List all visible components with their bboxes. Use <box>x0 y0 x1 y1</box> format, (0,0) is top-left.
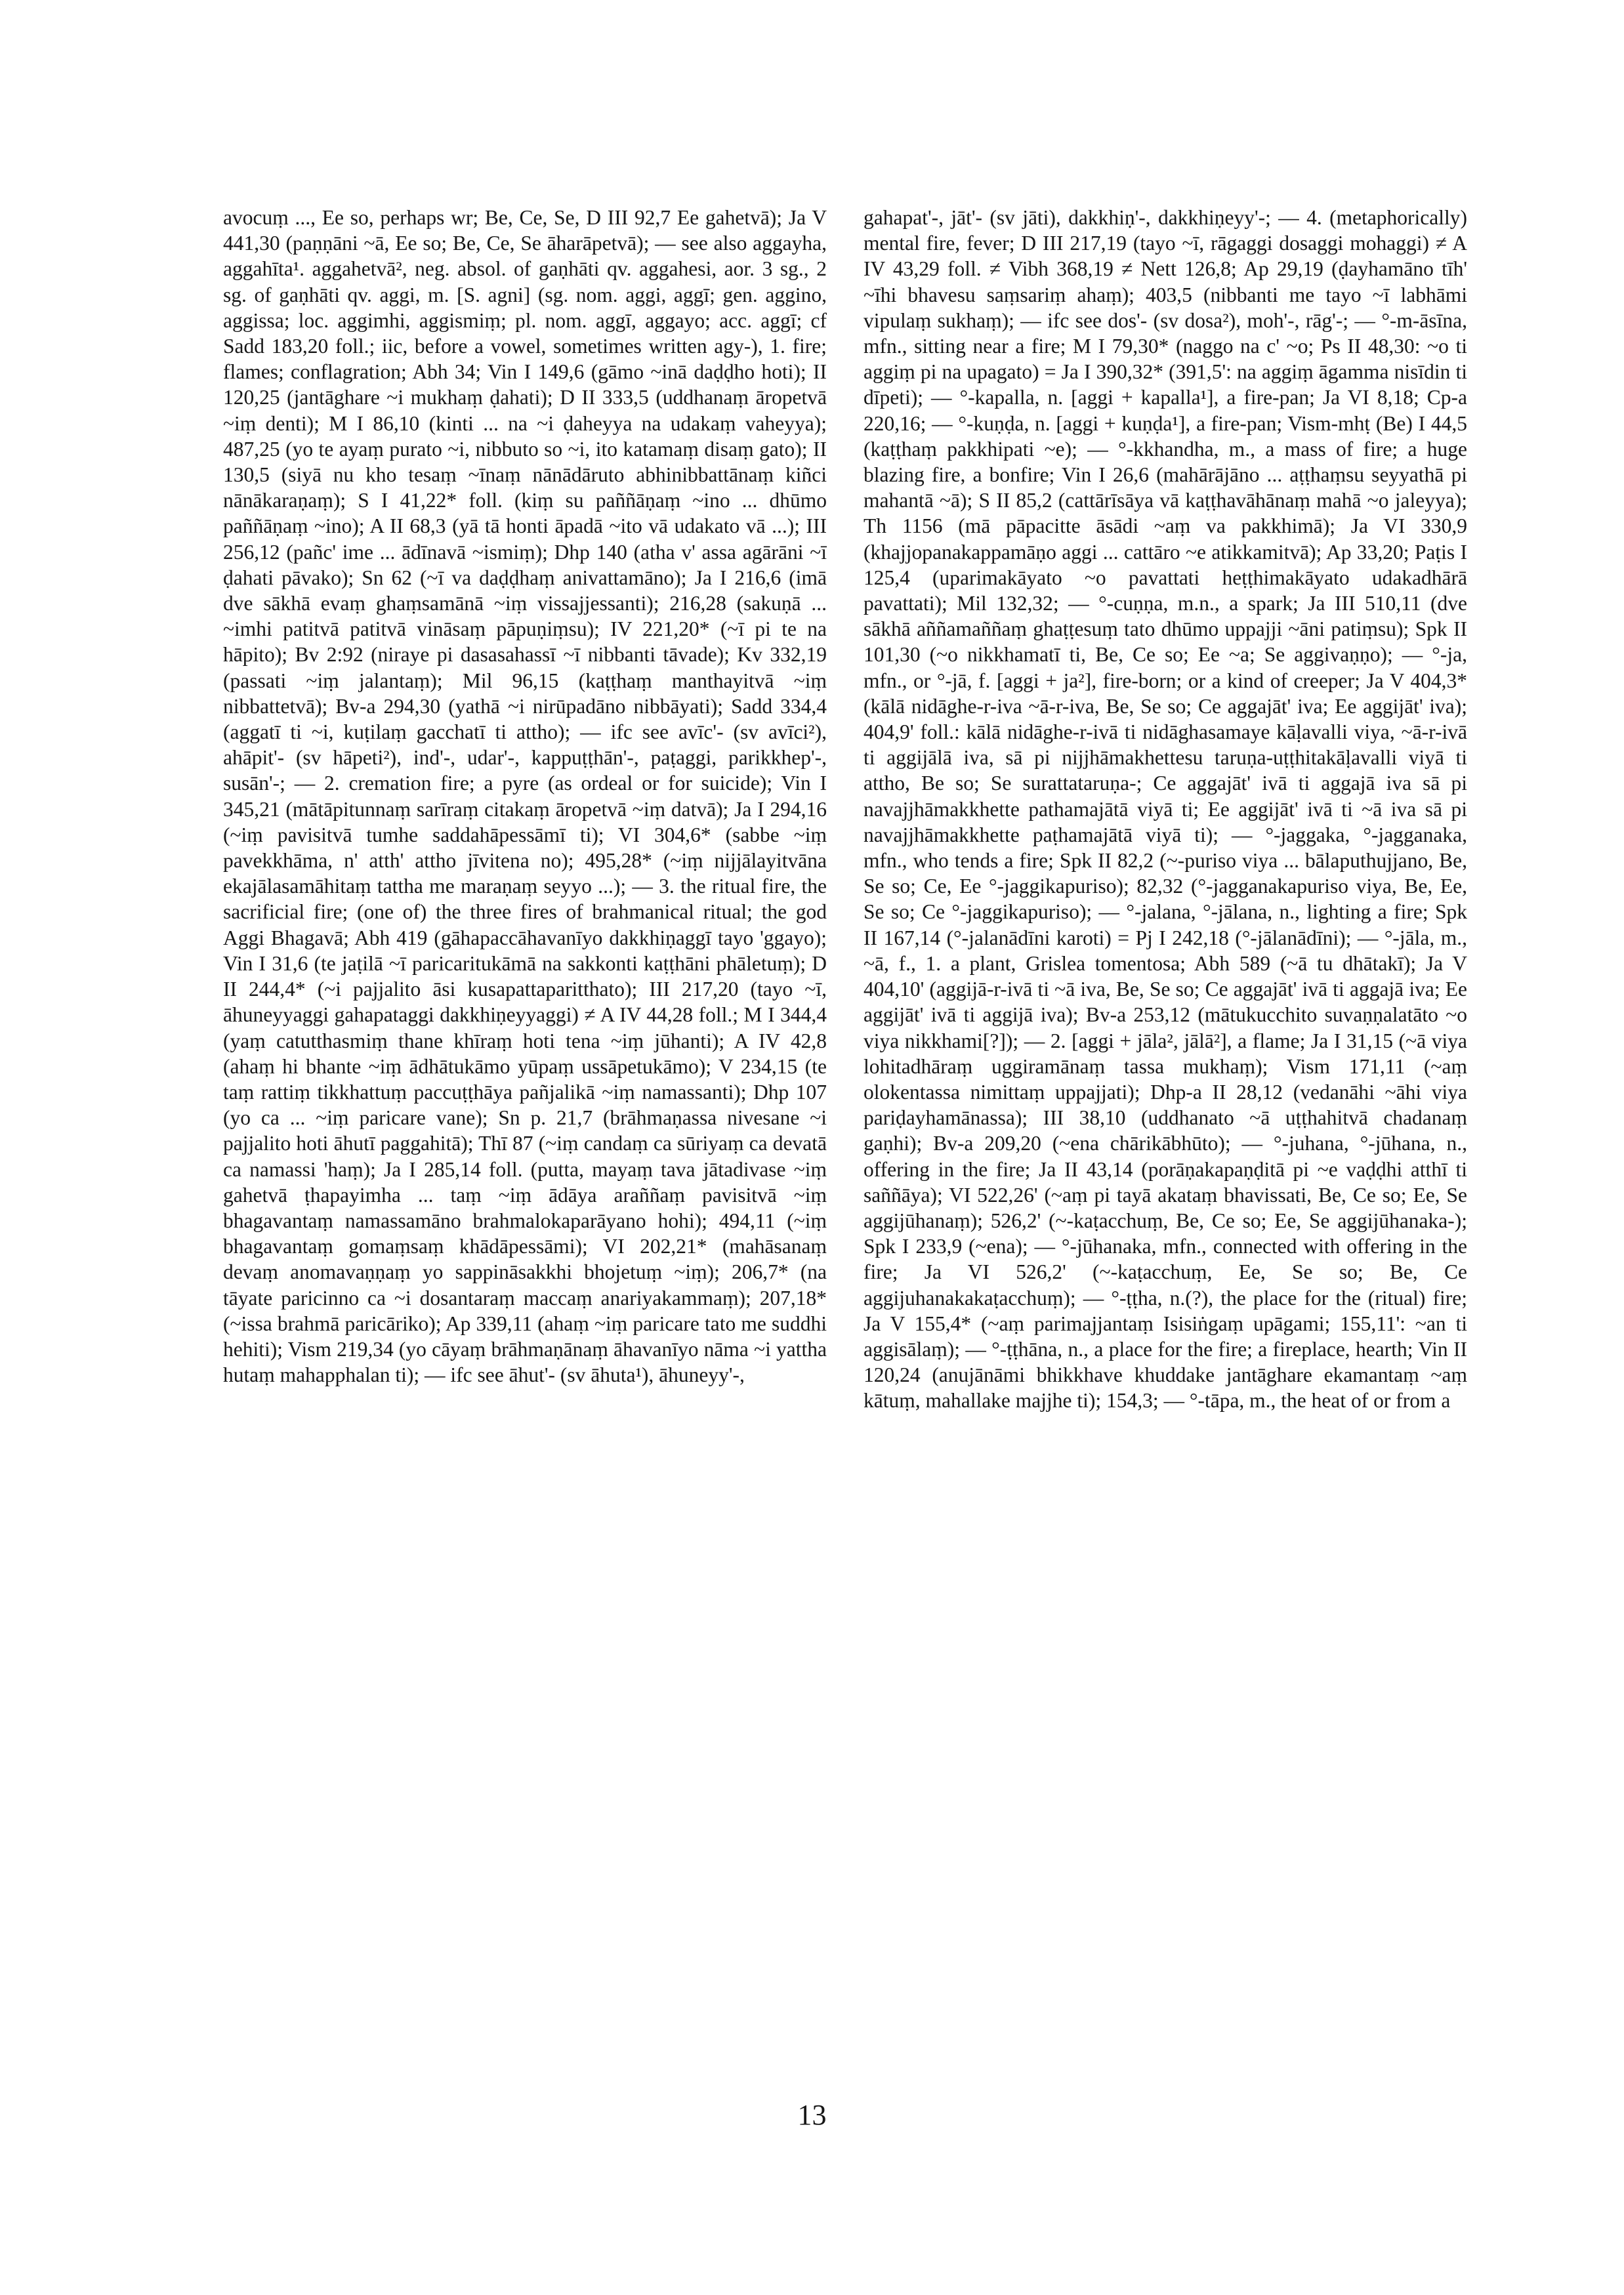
page-number: 13 <box>797 2099 827 2131</box>
right-column-text: gahapat'-, jāt'- (sv jāti), dakkhiṇ'-, dakkhiṇeyy'-; — 4. (metaphorically) mental fire, fever; D III 217,19 (tayo ~ī, rāgaggi dosaggi mohaggi) ≠ A IV 43,29 foll. ≠ Vibh 368,19 ≠ Nett 126,8; Ap 29,19 (ḍayhamāno tīh' ~īhi bhavesu saṃsariṃ ahaṃ); 403,5 (nibbanti me tayo ~ī labhāmi vipulaṃ sukhaṃ); — ifc see dos'- (sv dosa²), moh'-, rāg'-; — °-m-āsīna, mfn., sitting near a fire; M I 79,30* (naggo na c' ~o; Ps II 48,30: ~o ti aggiṃ pi na upagato) = Ja I 390,32* (391,5': na aggiṃ āgamma nisīdin ti dīpeti); — °-kapalla, n. [aggi + kapalla¹], a fire-pan; Ja VI 8,18; Cp-a 220,16; — °-kuṇḍa, n. [aggi + kuṇḍa¹], a fire-pan; Vism-mhṭ (Be) I 44,5 (kaṭṭhaṃ pakkhipati ~e); — °-kkhandha, m., a mass of fire; a huge blazing fire, a bonfire; Vin I 26,6 (mahārājāno ... aṭṭhaṃsu seyyathā pi mahantā ~ā); S II 85,2 (cattārīsāya vā kaṭṭhavāhānaṃ mahā ~o jaleyya); Th 1156 (mā pāpacitte āsādi ~aṃ va pakkhimā); Ja VI 330,9 (khajjopanakappamāṇo aggi ... cattāro ~e atikkamitvā); Ap 33,20; Paṭis I 125,4 (uparimakāyato ~o pavattati heṭṭhimakāyato udakadhārā pavattati); Mil 132,32; — °-cuṇṇa, m.n., a spark; Ja III 510,11 (dve sākhā aññamaññaṃ ghaṭṭesuṃ tato dhūmo uppajji ~āni patiṃsu); Spk II 101,30 (~o nikkhamatī ti, Be, Ce so; Ee ~a; Se aggivaṇṇo); — °-ja, mfn., or °-jā, f. [aggi + ja²], fire-born; or a kind of creeper; Ja V 404,3* (kālā nidāghe-r-iva ~ā-r-iva, Be, Se so; Ce aggajāt' iva; Ee aggijāt' iva); 404,9' foll.: kālā nidāghe-r-ivā ti nidāghasamaye kāḷavalli viya, ~ā-r-ivā ti aggijālā iva, sā pi nijjhāmakhettesu taruṇa-uṭṭhitakāḷavalli viyā ti attho, Be so; Se surattataruṇa-; Ce aggajāt' ivā ti aggajā iva sā pi navajjhāmakkhette pathamajātā viyā ti; Ee aggijāt' ivā ti ~ā iva sā pi navajjhāmakkhette paṭhamajātā viyā ti); — °-jaggaka, °-jagganaka, mfn., who tends a fire; Spk II 82,2 (~-puriso viya ... bālaputhujjano, Be, Se so; Ce, Ee °-jaggikapuriso); 82,32 (°-jagganakapuriso viya, Be, Ee, Se so; Ce °-jaggikapuriso); — °-jalana, °-jālana, n., lighting a fire; Spk II 167,14 (°-jalanādīni karoti) = Pj I 242,18 (°-jālanādīni); — °-jāla, m., ~ā, f., 1. a plant, Grislea tomentosa; Abh 589 (~ā tu dhātakī); Ja V 404,10' (aggijā-r-ivā ti ~ā iva, Be, Se so; Ce aggajāt' ivā ti aggajā iva; Ee aggijāt' ivā ti aggijā iva); Bv-a 253,12 (mātukucchito suvaṇṇalatāto ~o viya nikkhami[?]); — 2. [aggi + jāla², jālā²], a flame; Ja I 31,15 (~ā viya lohitadhāraṃ uggiramānaṃ tassa mukhaṃ); Vism 171,11 (~aṃ olokentassa nimittaṃ uppajjati); Dhp-a II 28,12 (vedanāhi ~āhi viya pariḍayhamānassa); III 38,10 (uddhanato ~ā uṭṭhahitvā chadanaṃ gaṇhi); Bv-a 209,20 (~ena chārikābhūto); — °-juhana, °-jūhana, n., offering in the fire; Ja II 43,14 (porāṇakapaṇḍitā pi ~e vaḍḍhi atthī ti saññāya); VI 522,26' (~aṃ pi tayā akataṃ bhavissati, Be, Ce so; Ee, Se aggijūhanaṃ); 526,2' (~-kaṭacchuṃ, Be, Ce so; Ee, Se aggijūhanaka-); Spk I 233,9 (~ena); — °-jūhanaka, mfn., connected with offering in the fire; Ja VI 526,2' (~-kaṭacchuṃ, Ee, Se so; Be, Ce aggijuhanakakaṭacchuṃ); — °-ṭṭha, n.(?), the place for the (ritual) fire; Ja V 155,4* (~aṃ parimajjantaṃ Isisiṅgaṃ upāgami; 155,11': ~an ti aggisālaṃ); — °-ṭṭhāna, n., a place for the fire; a fireplace, hearth; Vin II 120,24 (anujānāmi bhikkhave khuddake jantāghare ekamantaṃ ~aṃ kātuṃ, mahallake majjhe ti); 154,3; — °-tāpa, m., the heat of or from a <box>864 206 1467 1413</box>
right-column <box>864 205 1467 2147</box>
left-column <box>223 205 827 2147</box>
left-column-text: avocuṃ ..., Ee so, perhaps wr; Be, Ce, Se, D III 92,7 Ee gahetvā); Ja V 441,30 (paṇṇāni ~ā, Ee so; Be, Ce, Se āharāpetvā); — see also aggayha, aggahīta¹. aggahetvā², neg. absol. of gaṇhāti qv. aggahesi, aor. 3 sg., 2 sg. of gaṇhāti qv. aggi, m. [S. agni] (sg. nom. aggi, aggī; gen. aggino, aggissa; loc. aggimhi, aggismiṃ; pl. nom. aggī, aggayo; acc. aggī; cf Sadd 183,20 foll.; iic, before a vowel, sometimes written agy-), 1. fire; flames; conflagration; Abh 34; Vin I 149,6 (gāmo ~inā daḍḍho hoti); II 120,25 (jantāghare ~i mukhaṃ ḍahati); D II 333,5 (uddhanaṃ āropetvā ~iṃ denti); M I 86,10 (kinti ... na ~i ḍaheyya na udakaṃ vaheyya); 487,25 (yo te ayaṃ purato ~i, nibbuto so ~i, ito katamaṃ disaṃ gato); II 130,5 (siyā nu kho tesaṃ ~īnaṃ nānādāruto abhinibbattānaṃ kiñci nānākaraṇaṃ); S I 41,22* foll. (kiṃ su paññāṇaṃ ~ino ... dhūmo paññāṇaṃ ~ino); A II 68,3 (yā tā honti āpadā ~ito vā udakato vā ...); III 256,12 (pañc' ime ... ādīnavā ~ismiṃ); Dhp 140 (atha v' assa agārāni ~ī ḍahati pāvako); Sn 62 (~ī va daḍḍhaṃ anivattamāno); Ja I 216,6 (imā dve sākhā evaṃ ghaṃsamānā ~iṃ vissajjessanti); 216,28 (sakuṇā ... ~imhi patitvā patitvā vināsaṃ pāpuṇiṃsu); IV 221,20* (~ī pi te na hāpito); Bv 2:92 (niraye pi dasasahassī ~ī nibbanti tāvade); Kv 332,19 (passati ~iṃ jalantaṃ); Mil 96,15 (kaṭṭhaṃ manthayitvā ~iṃ nibbattetvā); Bv-a 294,30 (yathā ~i nirūpadāno nibbāyati); Sadd 334,4 (aggatī ti ~i, kuṭilaṃ gacchatī ti attho); — ifc see avīc'- (sv avīci²), ahāpit'- (sv hāpeti²), ind'-, udar'-, kappuṭṭhān'-, paṭaggi, parikkhep'-, susān'-; — 2. cremation fire; a pyre (as ordeal or for suicide); Vin I 345,21 (mātāpitunnaṃ sarīraṃ citakaṃ āropetvā ~iṃ datvā); Ja I 294,16 (~iṃ pavisitvā tumhe saddahāpessāmī ti); VI 304,6* (sabbe ~iṃ pavekkhāma, n' atth' attho jīvitena no); 495,28* (~iṃ nijjālayitvāna ekajālasamāhitaṃ tattha me maraṇaṃ seyyo ...); — 3. the ritual fire, the sacrificial fire; (one of) the three fires of brahmanical ritual; the god Aggi Bhagavā; Abh 419 (gāhapaccāhavanīyo dakkhiṇaggī tayo 'ggayo); Vin I 31,6 (te jaṭilā ~ī paricaritukāmā na sakkonti kaṭṭhāni phāletuṃ); D II 244,4* (~i pajjalito āsi kusapattaparitthato); III 217,20 (tayo ~ī, āhuneyyaggi gahapataggi dakkhiṇeyyaggi) ≠ A IV 44,28 foll.; M I 344,4 (yaṃ catutthasmiṃ thane khīraṃ hoti tena ~iṃ jūhanti); A IV 42,8 (ahaṃ hi bhante ~iṃ ādhātukāmo yūpaṃ ussāpetukāmo); V 234,15 (te taṃ rattiṃ tikkhattuṃ paccuṭṭhāya pañjalikā ~iṃ namassanti); Dhp 107 (yo ca ... ~iṃ paricare vane); Sn p. 21,7 (brāhmaṇassa nivesane ~i pajjalito hoti āhutī paggahitā); Thī 87 (~iṃ candaṃ ca sūriyaṃ ca devatā ca namassi 'haṃ); Ja I 285,14 foll. (putta, mayaṃ tava jātadivase ~iṃ gahetvā ṭhapayimha ... taṃ ~iṃ ādāya araññaṃ pavisitvā ~iṃ bhagavantaṃ namassamāno brahmalokaparāyano hohi); 494,11 (~iṃ bhagavantaṃ gomaṃsaṃ khādāpessāmi); VI 202,21* (mahāsanaṃ devaṃ anomavaṇṇaṃ yo sappināsakkhi bhojetuṃ ~iṃ); 206,7* (na tāyate paricinno ca ~i dosantaraṃ maccaṃ anariyakammaṃ); 207,18* (~issa brahmā paricāriko); Ap 339,11 (ahaṃ ~iṃ paricare tato me suddhi hehiti); Vism 219,34 (yo cāyaṃ brāhmaṇānaṃ āhavanīyo nāma ~i yattha hutaṃ mahapphalan ti); — ifc see āhut'- (sv āhuta¹), āhuneyy'-, <box>223 206 827 1387</box>
